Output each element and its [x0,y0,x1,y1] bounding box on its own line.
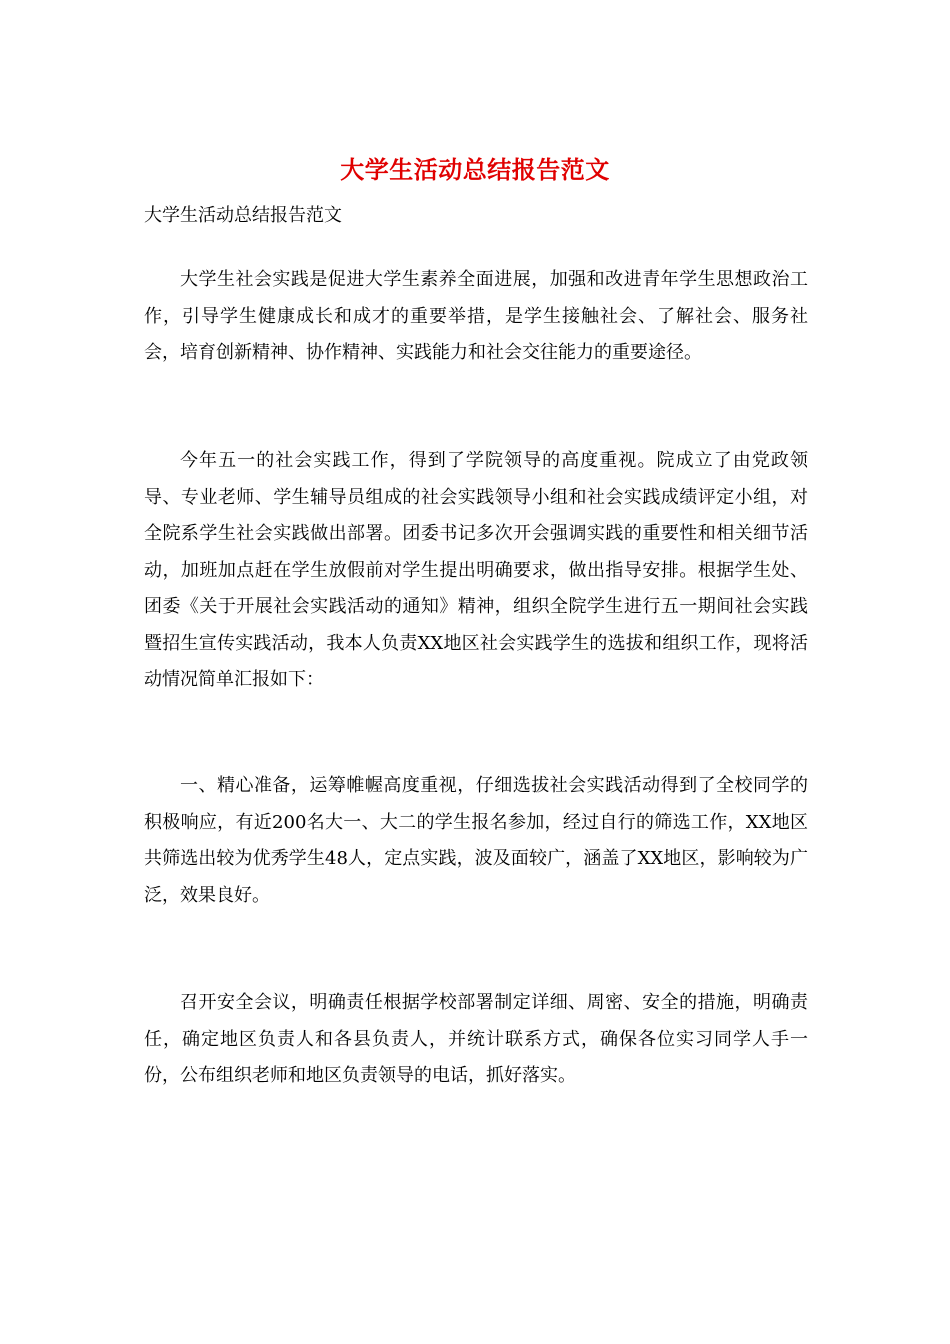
paragraph-1: 大学生社会实践是促进大学生素养全面进展，加强和改进青年学生思想政治工作，引导学生健康成长和成才的重要举措，是学生接触社会、了解社会、服务社会，培育创新精神、协作精神、实践能力和社会交往能力的重要途径。 [144,269,808,363]
paragraph-2: 今年五一的社会实践工作，得到了学院领导的高度重视。院成立了由党政领导、专业老师、学生辅导员组成的社会实践领导小组和社会实践成绩评定小组，对全院系学生社会实践做出部署。团委书记多次开会强调实践的重要性和相关细节活动，加班加点赶在学生放假前对学生提出明确要求，做出指导安排。根据学生处、团委《关于开展社会实践活动的通知》精神，组织全院学生进行五一期间社会实践暨招生宣传实践活动，我本人负责XX地区社会实践学生的选拔和组织工作，现将活动情况简单汇报如下： [144,450,808,690]
paragraph-4: 召开安全会议，明确责任根据学校部署制定详细、周密、安全的措施，明确责任，确定地区负责人和各县负责人，并统计联系方式，确保各位实习同学人手一份，公布组织老师和地区负责领导的电话，抓好落实。 [144,992,808,1086]
paragraph-3: 一、精心准备，运筹帷幄高度重视，仔细选拔社会实践活动得到了全校同学的积极响应，有近200名大一、大二的学生报名参加，经过自行的筛选工作，XX地区共筛选出较为优秀学生48人，定点实践，波及面较广，涵盖了XX地区，影响较为广泛，效果良好。 [144,775,808,906]
document-title: 大学生活动总结报告范文 [340,155,610,184]
document-subtitle: 大学生活动总结报告范文 [144,205,342,226]
